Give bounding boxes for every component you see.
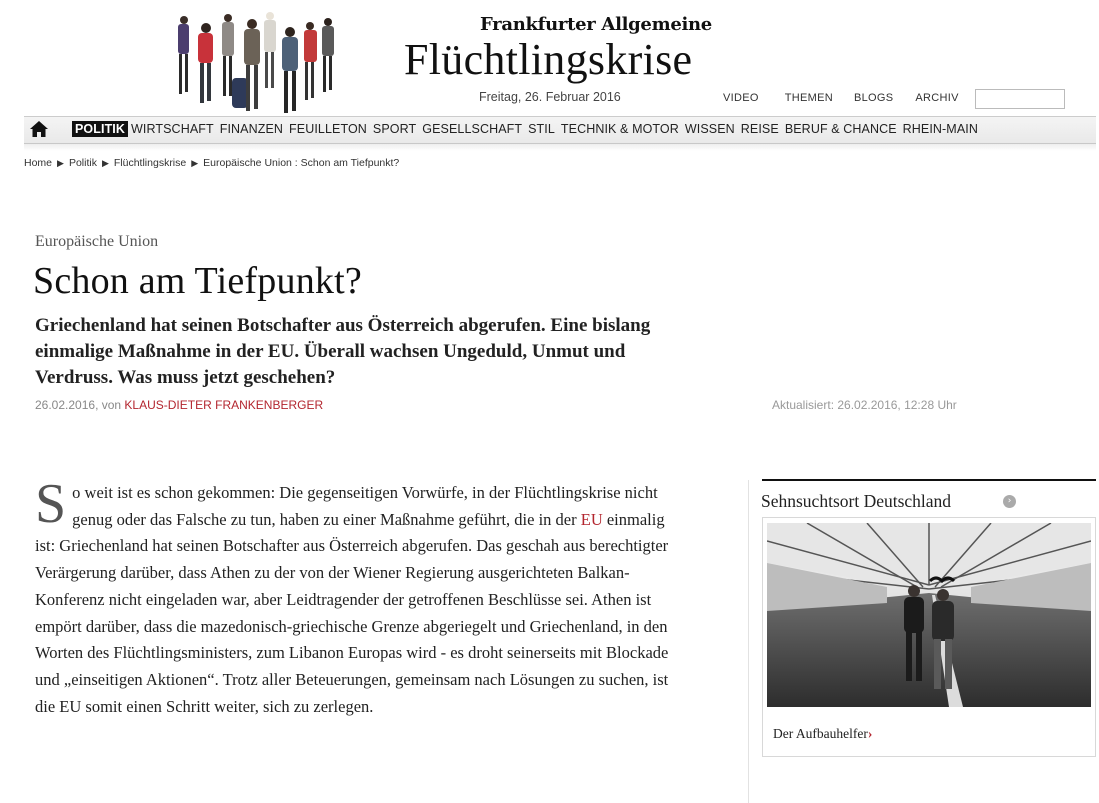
breadcrumb-fluechtlingskrise[interactable]: Flüchtlingskrise — [113, 157, 187, 169]
body-text-part1: o weit ist es schon gekommen: Die gegenseitigen Vorwürfe, in der Flüchtlingskrise nicht genug oder das Falsche zu tun, haben zu einer Maßnahme geführt, die in der — [72, 483, 658, 529]
chevron-right-icon: ▶ — [191, 157, 199, 168]
nav-item-sport[interactable]: SPORT — [372, 122, 417, 136]
top-link-video[interactable]: VIDEO — [723, 92, 759, 104]
sidebar-divider — [748, 480, 749, 803]
nav-item-feuilleton[interactable]: FEUILLETON — [289, 122, 367, 136]
nav-item-wissen[interactable]: WISSEN — [684, 122, 735, 136]
nav-item-wirtschaft[interactable]: WIRTSCHAFT — [131, 122, 214, 136]
eu-link[interactable]: EU — [580, 509, 603, 529]
author-link[interactable]: KLAUS-DIETER FRANKENBERGER — [124, 398, 324, 412]
article-updated: Aktualisiert: 26.02.2016, 12:28 Uhr — [772, 398, 957, 412]
chevron-right-circle-icon[interactable]: › — [1003, 495, 1016, 508]
article-date: 26.02.2016 — [35, 398, 96, 412]
refugees-header-photo — [170, 8, 342, 116]
breadcrumb-politik[interactable]: Politik — [68, 157, 97, 169]
nav-item-finanzen[interactable]: FINANZEN — [219, 122, 284, 136]
nav-items — [72, 119, 981, 139]
article-byline — [35, 398, 323, 412]
current-date: Freitag, 26. Februar 2016 — [479, 90, 621, 104]
section-title[interactable]: Flüchtlingskrise — [404, 35, 693, 84]
chevron-right-icon: ▶ — [101, 157, 109, 168]
article-teaser: Griechenland hat seinen Botschafter aus Österreich abgerufen. Eine bislang einmalige Maßnahme in der EU. Überall wachsen Ungeduld, Unmut und Verdruss. Was muss jetzt geschehen? — [35, 315, 651, 388]
nav-item-rhein-main[interactable]: RHEIN-MAIN — [902, 122, 978, 136]
top-links — [723, 92, 959, 104]
hall-photo[interactable] — [767, 523, 1091, 707]
top-link-blogs[interactable]: BLOGS — [853, 92, 894, 104]
breadcrumb — [24, 157, 399, 169]
search-input[interactable] — [975, 89, 1065, 109]
chevron-right-icon: ▶ — [57, 157, 64, 168]
breadcrumb-home[interactable]: Home — [24, 157, 53, 169]
breadcrumb-current: Europäische Union : Schon am Tiefpunkt? — [203, 157, 400, 169]
nav-shadow — [24, 143, 1096, 151]
byline-separator: , von — [95, 398, 125, 412]
sidebar-caption-link[interactable] — [773, 726, 872, 742]
nav-item-politik[interactable]: POLITIK — [72, 121, 128, 137]
nav-item-reise[interactable]: REISE — [740, 122, 779, 136]
sidebar-title[interactable]: Sehnsuchtsort Deutschland — [761, 491, 952, 511]
article-headline: Schon am Tiefpunkt? — [33, 260, 362, 302]
home-icon[interactable] — [29, 120, 49, 138]
sidebar-topline — [762, 479, 1096, 481]
nav-item-gesellschaft[interactable]: GESELLSCHAFT — [422, 122, 523, 136]
nav-item-stil[interactable]: STIL — [528, 122, 555, 136]
nav-item-beruf-chance[interactable]: BERUF & CHANCE — [784, 122, 897, 136]
article-kicker: Europäische Union — [35, 233, 159, 250]
sidebar-caption-text: Der Aufbauhelfer — [773, 726, 868, 741]
top-link-themen[interactable]: THEMEN — [784, 92, 833, 104]
dropcap: S — [35, 473, 67, 535]
article-body — [35, 473, 685, 720]
faz-logo[interactable]: Frankfurter Allgemeine — [480, 14, 712, 35]
chevron-right-icon: › — [867, 726, 873, 741]
nav-item-technik-motor[interactable]: TECHNIK & MOTOR — [560, 122, 679, 136]
body-text-part2: einmalig ist: Griechenland hat seinen Botschafter aus Österreich abgerufen. Das geschah aus berechtigter Verärgerung darüber, dass Athen zu der von der Wiener Regierung ausgerichteten Balkan-Konferenz nicht eingeladen war, aber Leidtragender der getroffenen Beschlüsse sei. Athen ist empört darüber, dass die mazedonisch-griechische Grenze abgeriegelt und Griechenland, in den Worten des Flüchtlingsministers, zum Libanon Europas wird - es droht seinerseits mit Blockade und „einseitigen Aktionen“. Trotz aller Beteuerungen, gemeinsam nach Lösungen zu suchen, ist die EU somit einen Schritt weiter, sich zu zerlegen. — [35, 509, 669, 716]
top-link-archiv[interactable]: ARCHIV — [915, 92, 959, 104]
